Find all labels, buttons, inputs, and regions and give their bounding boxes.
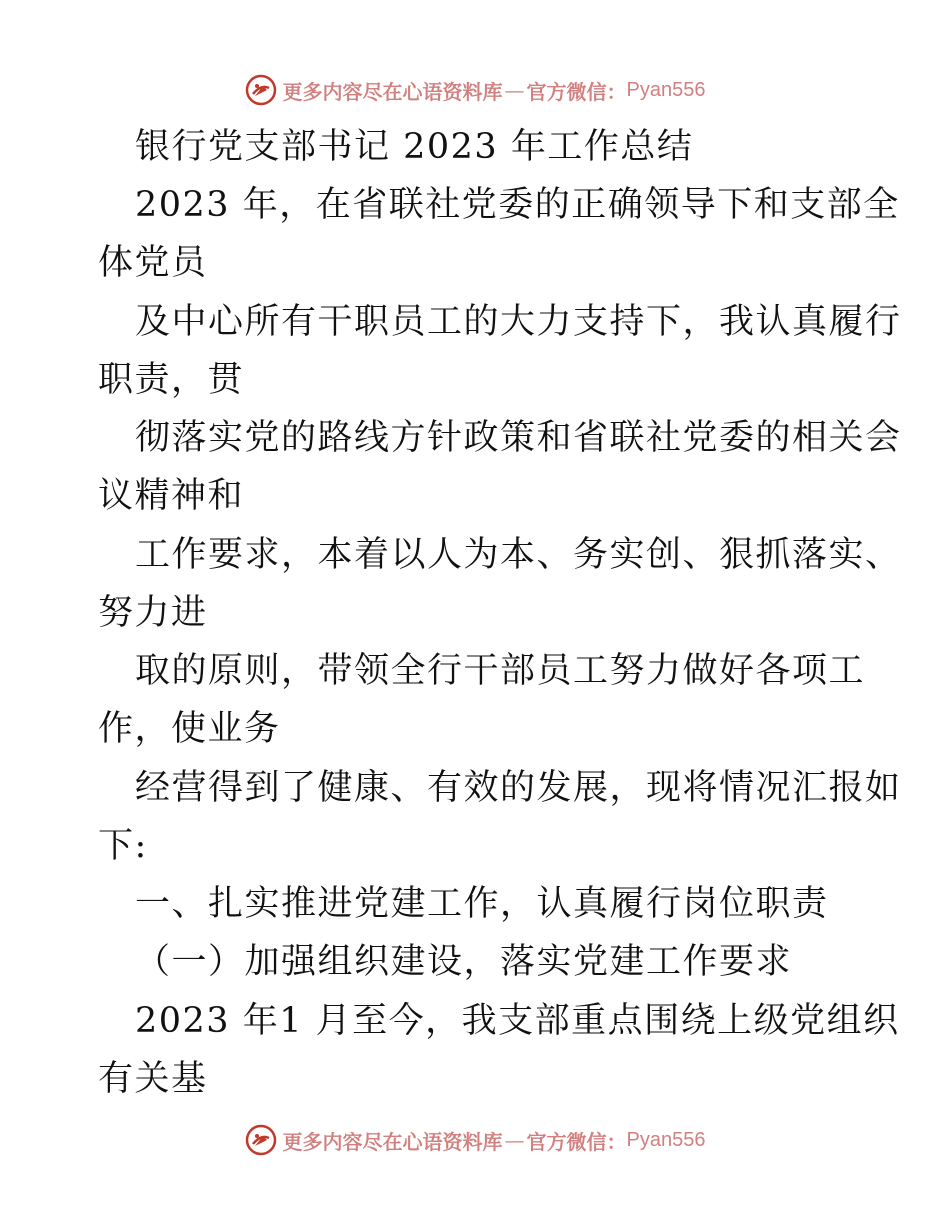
paragraph-line: 经营得到了健康、有效的发展，现将情况汇报如 [135,768,902,808]
paragraph-line: 2023 年，在省联社党委的正确领导下和支部全 [135,185,900,225]
paragraph-line: 议精神和 [98,476,245,516]
paragraph-line: 有关基 [98,1059,208,1099]
subsection-heading: （一）加强组织建设，落实党建工作要求 [135,942,793,982]
paragraph-line: 作，使业务 [98,709,281,749]
section-heading: 一、扎实推进党建工作，认真履行岗位职责 [135,884,829,924]
paragraph-line: 体党员 [98,243,208,283]
book-logo-icon [245,74,277,106]
paragraph-line: 下: [98,826,148,866]
watermark-dash: — [504,1128,525,1152]
watermark-wechat-label: 官方微信： [526,1129,627,1154]
watermark-wechat-label: 官方微信： [526,79,627,104]
paragraph-line: 职责，贯 [98,360,245,400]
footer-watermark [0,1120,950,1160]
document-title: 银行党支部书记 2023 年工作总结 [135,127,694,167]
watermark-dash: — [504,78,525,102]
paragraph-line: 2023 年1 月至今，我支部重点围绕上级党组织 [135,1001,900,1041]
watermark-wechat-id: Pyan556 [626,1128,706,1151]
watermark-wechat-id: Pyan556 [626,78,706,101]
paragraph-line: 努力进 [98,593,208,633]
paragraph-line: 取的原则，带领全行干部员工努力做好各项工 [135,651,866,691]
watermark-site-text: 更多内容尽在心语资料库 [282,1129,503,1154]
paragraph-line: 工作要求，本着以人为本、务实创、狠抓落实、 [135,535,902,575]
paragraph-line: 及中心所有干职员工的大力支持下，我认真履行 [135,302,902,342]
paragraph-line: 彻落实党的路线方针政策和省联社党委的相关会 [135,418,902,458]
watermark-site-text: 更多内容尽在心语资料库 [282,79,503,104]
header-watermark [0,70,950,110]
book-logo-icon [245,1124,277,1156]
